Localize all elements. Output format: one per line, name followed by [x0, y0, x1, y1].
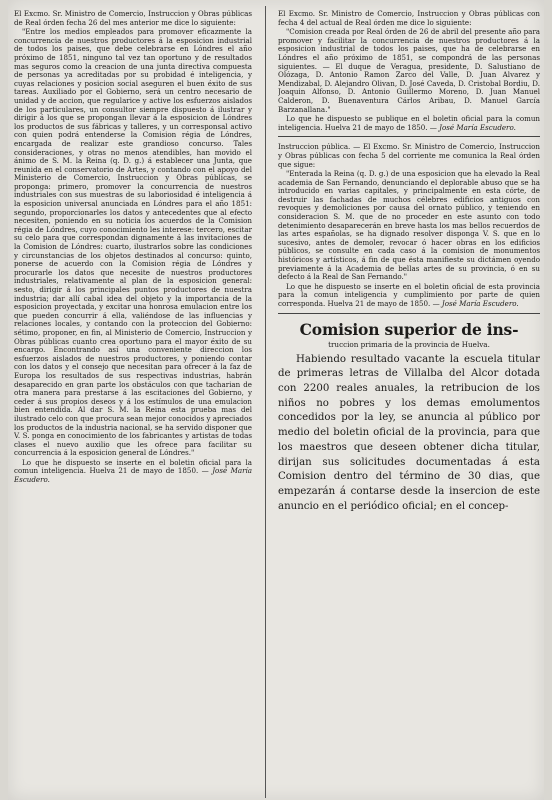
public-instruction-intro: Instruccion pública. — El Excmo. Sr. Ministro de Comercio, Instruccion y Obras públicas con fecha 5 del corriente me comunica la Real órden que sigue:	[278, 142, 540, 169]
signature: José María Escudero.	[441, 299, 519, 308]
right-column	[278, 10, 540, 795]
signature: José María Escudero.	[439, 122, 516, 132]
vacancy-announcement: Habiendo resultado vacante la escuela titular de primeras letras de Villalba del Alcor dotada con 2200 reales anuales, la retribucion de los niños no pobres y los demas emolumentos concedidos por la ley, se anuncia al público por medio del boletin oficial de la provincia, para que los maestros que deseen obtener dicha titular, dirijan sus solicitudes documentadas á esta Comision dentro del término de 30 dias, que empezarán á contarse desde la insercion de este anuncio en el periódico oficial; en el concep-	[278, 353, 540, 512]
column-divider	[265, 6, 266, 798]
section-heading: Comision superior de ins-	[299, 319, 519, 339]
commission-closing: Lo que he dispuesto se publique en el boletin oficial para la comun inteligencia. Huelva 21 de mayo de 1850. — José María Escudero.	[278, 114, 540, 132]
section-divider	[278, 136, 540, 137]
newspaper-page	[8, 0, 544, 800]
signature: José María Escudero.	[14, 466, 252, 485]
order-closing: Lo que he dispuesto se inserte en el boletin oficial para la comun inteligencia. Huelva 21 de mayo de 1850. — José María Escudero.	[14, 457, 252, 485]
left-column	[14, 10, 252, 795]
commission-intro: El Excmo. Sr. Ministro de Comercio, Instruccion y Obras públicas con fecha 4 del actual de Real órden me dice lo siguiente:	[278, 10, 540, 27]
section-subheading: truccion primaria de la provincia de Huelva.	[328, 339, 490, 349]
public-instruction-closing: Lo que he dispuesto se inserte en el boletin oficial de esta provincia para la comun inteligencia y cumplimiento por parte de quien corresponda. Huelva 21 de mayo de 1850. — José María Escudero.	[278, 281, 540, 308]
section-divider	[278, 313, 540, 314]
commission-members: "Comision creada por Real órden de 26 de abril del presente año para promover y facilitar la concurrencia de nuestros productores á la esposicion industrial de todos los paises, que ha de celebrarse en Lóndres el año próximo de 1851, se compondrá de las personas siguientes. — El duque de Veragua, presidente, D. Salustiano de Olózaga, D. Antonio Ramon Zarco del Valle, D. Juan Alvarez y Mendizabal, D. Alejandro Olivan, D. José Caveda, D. Cristobal Bordiu, D. Joaquin Alfonso, D. Antonio Guillermo Moreno, D. Juan Manuel Calderon, D. Buenaventura Cárlos Aribau, D. Manuel García Barzanallana."	[278, 27, 540, 114]
order-intro: El Excmo. Sr. Ministro de Comercio, Instruccion y Obras públicas de Real órden fecha 26 del mes anterior me dice lo siguiente:	[14, 10, 252, 27]
public-instruction-order: "Enterada la Reina (q. D. g.) de una esposicion que ha elevado la Real academia de San Fernando, denunciando el deplorable abuso que se ha introducido en varias capitales, y principalmente en esta córte, de destruir las fachadas de muchos célebres edificios antiguos con revoques y demoliciones por causa del ornato público, y teniendo en consideracion S. M. que de no proceder en este asunto con todo detenimiento desaparecerán en breve hasta los mas bellos recuerdos de las artes españolas, se ha dignado resolver disponga V. S. que en lo sucesivo, antes de demoler, revocar ó hacer obras en los edificios públicos, se consulte en cada caso á la comision de monumentos históricos y artísticos, á fin de que ésta manifieste su dictámen oyendo previamente á la Academia de bellas artes de su provincia, ó en su defecto á la Real de San Fernando."	[278, 169, 540, 282]
order-body: "Entre los medios empleados para promover eficazmente la concurrencia de nuestros productores á la esposicion industrial de todos los paises, que debe celebrarse en Lóndres el año próximo de 1851, ninguno tal vez tan oportuno y de resultados mas seguros como la creacion de una junta directiva compuesta de personas ya acreditadas por su probidad é inteligencia, y cuyas relaciones y posicion social aseguren el buen éxito de sus tareas. Auxiliado por el Gobierno, será un centro necesario de unidad y de accion, que regularice y active los esfuerzos aislados de los particulares, un consultor siempre dispuesto á ilustrar y dirigir á los que se propongan llevar á la esposicion de Lóndres los productos de sus fábricas y talleres, y un corresponsal activo con quien podrá entenderse la Comision régia de Lóndres, encargada de realizar este grandioso concurso. Tales consideraciones, y otras no menos atendibles, han movido el ánimo de S. M. la Reina (q. D. g.) á establecer una Junta, que reunida en el conservatorio de Artes, y contando con el apoyo del Ministerio de Comercio, Instruccion y Obras públicas, se proponga: primero, promover la concurrencia de nuestros industriales con sus muestras de su laboriosidad é inteligencia á la esposicion universal anunciada en Lóndres para el año 1851: segundo, proporcionarles los datos y antecedentes que al efecto necesiten, poniendo en su noticia los acuerdos de la Comision régia de Lóndres, cuyo conocimiento les interese: tercero, escitar su celo para que correspondan dignamente á las invitaciones de la Comision de Lóndres: cuarto, ilustrarlos sobre las condiciones y circunstancias de los objetos destinados al concurso: quinto, ponerse de acuerdo con la Comision régia de Lóndres y procurarle los datos que necesite de nuestros productores industriales, relativamente al plan de la esposicion general: sesto, dirigir á los principales puntos productores de nuestra industria; dar allí cabal idea del objeto y la importancia de la esposicion proyectada, y excitar una honrosa emulacion entre los que pueden concurrir á ella, valiéndose de las influencias y relaciones locales, y contando con la proteccion del Gobierno: sétimo, proponer, en fin, al Ministerio de Comercio, Instruccion y Obras públicas cuanto crea oportuno para el mayor éxito de su encargo. Encontrando así una conveniente direccion los esfuerzos aislados de nuestros productores, y poniendo contar con los datos y el consejo que necesitan para ofrecer á la faz de Europa los resultados de sus respectivas industrias, habrán desaparecido en gran parte los obstáculos con que tacharian de otra manera para prestarse á las escitaciones del Gobierno, y ceder á sus propios deseos y á los estímulos de una emulacion bien entendida. Al dar S. M. la Reina esta prueba mas del ilustrado celo con que procura sean mejor conocidos y apreciados los productos de la industria nacional, se ha servido disponer que V. S. ponga en conocimiento de los fabricantes y artistas de todas clases el nuevo auxilio que les ofrece para facilitar su concurrencia á la esposicion general de Lóndres."	[14, 27, 252, 458]
